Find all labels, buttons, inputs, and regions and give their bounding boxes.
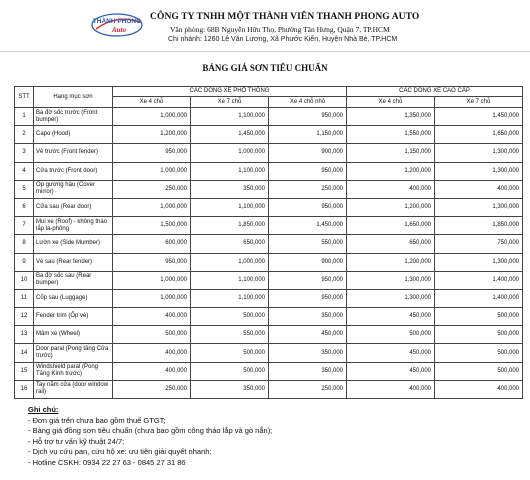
header-group-premium: CÁC DÒNG XE CAO CẤP xyxy=(347,87,523,97)
cell-prem-4seat: 400,000 xyxy=(347,180,435,198)
header-stt: STT xyxy=(15,87,34,108)
cell-item: Cửa sau (Rear door) xyxy=(34,198,113,216)
cell-std-4seat-small: 250,000 xyxy=(269,380,347,398)
cell-std-4seat-small: 950,000 xyxy=(269,108,347,126)
cell-stt: 15 xyxy=(15,362,34,380)
table-row xyxy=(15,326,523,344)
cell-prem-7seat: 500,000 xyxy=(435,362,523,380)
cell-prem-4seat: 450,000 xyxy=(347,308,435,326)
cell-prem-7seat: 1,850,000 xyxy=(435,217,523,235)
cell-std-4seat-small: 950,000 xyxy=(269,271,347,289)
table-row xyxy=(15,271,523,289)
cell-item: Fender trim (Ốp vè) xyxy=(34,308,113,326)
cell-prem-7seat: 500,000 xyxy=(435,308,523,326)
cell-std-4seat: 1,000,000 xyxy=(113,198,191,216)
cell-prem-4seat: 1,550,000 xyxy=(347,126,435,144)
header-item: Hạng mục sơn xyxy=(34,87,113,108)
cell-prem-4seat: 450,000 xyxy=(347,344,435,362)
cell-item: Vè trước (Front fender) xyxy=(34,144,113,162)
header-std-4seat: Xe 4 chỗ xyxy=(113,97,191,108)
cell-item: Vè sau (Rear fender) xyxy=(34,253,113,271)
cell-item: Mui xe (Roof) - không tháo lắp la-phông xyxy=(34,217,113,235)
logo-text-top: THÀNH PHONG xyxy=(92,18,142,25)
cell-item: Ốp gương hậu (Cover mirror) xyxy=(34,180,113,198)
cell-prem-4seat: 1,200,000 xyxy=(347,253,435,271)
cell-prem-4seat: 1,300,000 xyxy=(347,289,435,307)
cell-std-4seat-small: 900,000 xyxy=(269,253,347,271)
table-row xyxy=(15,344,523,362)
table-row xyxy=(15,235,523,253)
table-row xyxy=(15,144,523,162)
office-address: Văn phòng: 68B Nguyễn Hữu Thọ, Phường Tân Hưng, Quận 7, TP.HCM xyxy=(170,25,390,34)
cell-std-4seat: 950,000 xyxy=(113,144,191,162)
cell-std-7seat: 1,450,000 xyxy=(191,126,269,144)
cell-std-7seat: 650,000 xyxy=(191,235,269,253)
table-row xyxy=(15,126,523,144)
table-row xyxy=(15,217,523,235)
cell-item: Ba đờ sốc trước (Front bumper) xyxy=(34,108,113,126)
header-group-standard: CÁC DÒNG XE PHỔ THÔNG xyxy=(113,87,347,97)
cell-std-7seat: 1,100,000 xyxy=(191,289,269,307)
table-row xyxy=(15,253,523,271)
cell-std-4seat: 1,000,000 xyxy=(113,289,191,307)
note-line: - Hotline CSKH: 0934 22 27 63 - 0845 27 31 86 xyxy=(28,457,186,467)
branch-address: Chi nhánh: 1260 Lê Văn Lương, Xã Phước Kiển, Huyện Nhà Bè, TP.HCM xyxy=(168,36,398,43)
cell-stt: 3 xyxy=(15,144,34,162)
table-row xyxy=(15,380,523,398)
cell-std-7seat: 500,000 xyxy=(191,362,269,380)
cell-stt: 14 xyxy=(15,344,34,362)
header-std-4seat-small: Xe 4 chỗ nhỏ xyxy=(269,97,347,108)
table-body xyxy=(15,108,523,399)
cell-stt: 13 xyxy=(15,326,34,344)
cell-std-7seat: 350,000 xyxy=(191,180,269,198)
table-row xyxy=(15,308,523,326)
cell-stt: 11 xyxy=(15,289,34,307)
cell-prem-4seat: 1,200,000 xyxy=(347,198,435,216)
cell-std-4seat: 250,000 xyxy=(113,380,191,398)
cell-prem-4seat: 1,650,000 xyxy=(347,217,435,235)
cell-std-4seat: 1,000,000 xyxy=(113,162,191,180)
cell-std-4seat-small: 950,000 xyxy=(269,198,347,216)
cell-std-4seat-small: 250,000 xyxy=(269,180,347,198)
note-line: - Dịch vụ cứu pan, cứu hộ xe: ưu tiên giải quyết nhanh; xyxy=(28,447,212,456)
cell-stt: 10 xyxy=(15,271,34,289)
cell-std-4seat: 400,000 xyxy=(113,344,191,362)
cell-stt: 9 xyxy=(15,253,34,271)
cell-std-4seat-small: 350,000 xyxy=(269,344,347,362)
cell-std-7seat: 500,000 xyxy=(191,344,269,362)
cell-std-7seat: 1,100,000 xyxy=(191,271,269,289)
note-line: - Hỗ trợ tư vấn kỹ thuật 24/7; xyxy=(28,436,125,446)
cell-stt: 5 xyxy=(15,180,34,198)
cell-std-4seat-small: 950,000 xyxy=(269,289,347,307)
cell-prem-4seat: 650,000 xyxy=(347,235,435,253)
cell-prem-7seat: 1,450,000 xyxy=(435,108,523,126)
cell-prem-7seat: 500,000 xyxy=(435,326,523,344)
cell-std-4seat: 1,000,000 xyxy=(113,271,191,289)
cell-std-7seat: 1,000,000 xyxy=(191,253,269,271)
cell-prem-4seat: 500,000 xyxy=(347,326,435,344)
notes-title: Ghi chú: xyxy=(28,405,59,414)
cell-prem-7seat: 1,300,000 xyxy=(435,144,523,162)
cell-item: Ba đờ sốc sau (Rear bumper) xyxy=(34,271,113,289)
cell-prem-4seat: 1,350,000 xyxy=(347,108,435,126)
cell-prem-7seat: 1,400,000 xyxy=(435,289,523,307)
cell-std-4seat-small: 450,000 xyxy=(269,326,347,344)
price-table xyxy=(14,86,523,399)
table-row xyxy=(15,108,523,126)
cell-std-7seat: 1,100,000 xyxy=(191,198,269,216)
cell-std-4seat: 500,000 xyxy=(113,326,191,344)
cell-std-4seat: 1,500,000 xyxy=(113,217,191,235)
cell-std-4seat-small: 1,150,000 xyxy=(269,126,347,144)
table-row xyxy=(15,162,523,180)
cell-std-4seat-small: 950,000 xyxy=(269,162,347,180)
cell-stt: 16 xyxy=(15,380,34,398)
cell-std-7seat: 1,100,000 xyxy=(191,108,269,126)
cell-stt: 6 xyxy=(15,198,34,216)
company-name: CÔNG TY TNHH MỘT THÀNH VIÊN THANH PHONG AUTO xyxy=(150,12,420,22)
table-row xyxy=(15,362,523,380)
cell-prem-7seat: 500,000 xyxy=(435,344,523,362)
cell-std-4seat: 400,000 xyxy=(113,308,191,326)
cell-stt: 12 xyxy=(15,308,34,326)
cell-prem-4seat: 1,200,000 xyxy=(347,162,435,180)
cell-std-4seat: 1,200,000 xyxy=(113,126,191,144)
cell-prem-4seat: 400,000 xyxy=(347,380,435,398)
note-line: - Bảng giá đồng sơn tiêu chuẩn (chưa bao gồm công tháo lắp và gò nắn); xyxy=(28,426,273,435)
cell-std-4seat-small: 350,000 xyxy=(269,308,347,326)
cell-prem-4seat: 1,150,000 xyxy=(347,144,435,162)
cell-item: Mâm xe (Wheel) xyxy=(34,326,113,344)
cell-item: Cốp sau (Luggage) xyxy=(34,289,113,307)
note-line: - Đơn giá trên chưa bao gồm thuế GTGT; xyxy=(28,415,166,425)
cell-std-7seat: 1,100,000 xyxy=(191,162,269,180)
letterhead xyxy=(0,0,530,50)
cell-std-4seat-small: 1,450,000 xyxy=(269,217,347,235)
page-title: BẢNG GIÁ SƠN TIÊU CHUẨN xyxy=(202,63,328,73)
header-divider xyxy=(0,51,530,52)
cell-stt: 1 xyxy=(15,108,34,126)
cell-prem-7seat: 1,300,000 xyxy=(435,162,523,180)
cell-std-7seat: 1,850,000 xyxy=(191,217,269,235)
header-std-7seat: Xe 7 chỗ xyxy=(191,97,269,108)
header-prem-4seat: Xe 4 chỗ xyxy=(347,97,435,108)
cell-std-7seat: 350,000 xyxy=(191,380,269,398)
logo-text-bottom: Auto xyxy=(111,26,127,34)
cell-std-7seat: 1,000,000 xyxy=(191,144,269,162)
cell-item: Capo (Hood) xyxy=(34,126,113,144)
cell-std-7seat: 500,000 xyxy=(191,308,269,326)
cell-std-4seat-small: 350,000 xyxy=(269,362,347,380)
cell-prem-7seat: 400,000 xyxy=(435,180,523,198)
notes-section xyxy=(28,405,272,468)
cell-stt: 4 xyxy=(15,162,34,180)
cell-prem-7seat: 400,000 xyxy=(435,380,523,398)
cell-std-4seat-small: 550,000 xyxy=(269,235,347,253)
cell-prem-4seat: 450,000 xyxy=(347,362,435,380)
header-prem-7seat: Xe 7 chỗ xyxy=(435,97,523,108)
table-row xyxy=(15,180,523,198)
table-row xyxy=(15,198,523,216)
cell-std-4seat-small: 900,000 xyxy=(269,144,347,162)
cell-std-4seat: 1,000,000 xyxy=(113,108,191,126)
table-row xyxy=(15,289,523,307)
cell-stt: 2 xyxy=(15,126,34,144)
cell-item: Door paral (Pong tăng Cửa trước) xyxy=(34,344,113,362)
cell-prem-7seat: 1,400,000 xyxy=(435,271,523,289)
cell-std-4seat: 250,000 xyxy=(113,180,191,198)
cell-prem-7seat: 1,650,000 xyxy=(435,126,523,144)
cell-stt: 8 xyxy=(15,235,34,253)
cell-item: Lườn xe (Side Mumber) xyxy=(34,235,113,253)
cell-prem-7seat: 1,300,000 xyxy=(435,253,523,271)
cell-item: Windshield paral (Pong Tăng Kính trước) xyxy=(34,362,113,380)
cell-std-4seat: 400,000 xyxy=(113,362,191,380)
company-logo xyxy=(90,10,144,40)
cell-std-4seat: 600,000 xyxy=(113,235,191,253)
cell-stt: 7 xyxy=(15,217,34,235)
cell-prem-4seat: 1,300,000 xyxy=(347,271,435,289)
cell-std-7seat: 550,000 xyxy=(191,326,269,344)
cell-item: Tay nắm cửa (door window rail) xyxy=(34,380,113,398)
cell-std-4seat: 950,000 xyxy=(113,253,191,271)
cell-prem-7seat: 750,000 xyxy=(435,235,523,253)
cell-prem-7seat: 1,300,000 xyxy=(435,198,523,216)
cell-item: Cửa trước (Front door) xyxy=(34,162,113,180)
